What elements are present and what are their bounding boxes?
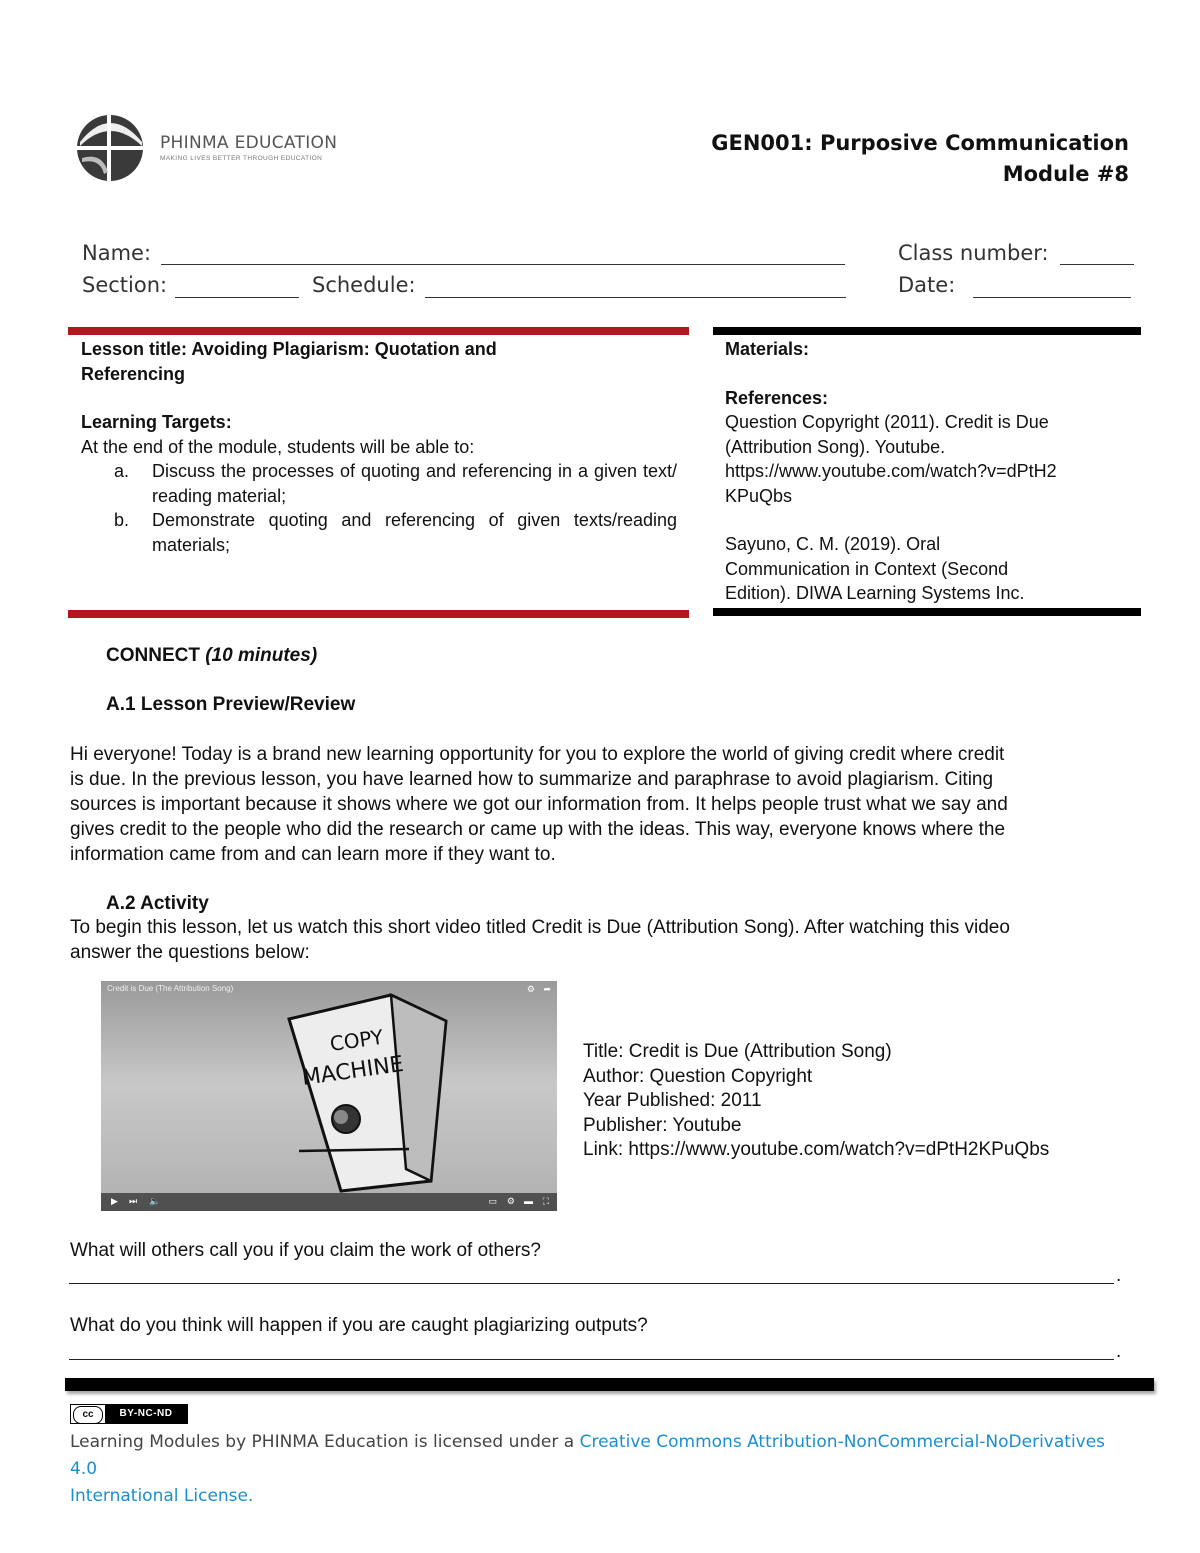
class-number-input-line[interactable]	[1060, 264, 1134, 265]
cc-terms-label: BY-NC-ND	[105, 1405, 187, 1423]
play-icon[interactable]: ▶	[111, 1196, 118, 1206]
a2-heading: A.2 Activity	[106, 893, 209, 914]
answer-1-line[interactable]	[69, 1283, 1114, 1284]
schedule-label: Schedule:	[312, 273, 416, 297]
video-year-text: Year Published: 2011	[583, 1090, 762, 1111]
video-controls-bar	[101, 1193, 557, 1211]
section-input-line[interactable]	[175, 297, 299, 298]
video-title-text: Title: Credit is Due (Attribution Song)	[583, 1041, 892, 1062]
lesson-title-line1: Lesson title: Avoiding Plagiarism: Quotation and	[81, 339, 497, 359]
reference-1: Question Copyright (2011). Credit is Due (Attribution Song). Youtube. https://www.youtube.com/watch?v=dPtH2 KPuQbs	[725, 412, 1057, 506]
video-overlay-title: Credit is Due (The Attribution Song)	[107, 984, 234, 993]
youtube-gear-icon[interactable]: ⚙	[506, 1196, 515, 1206]
schedule-input-line[interactable]	[425, 297, 846, 298]
class-number-label: Class number:	[898, 241, 1049, 265]
license-link[interactable]: Creative Commons Attribution-NonCommercial-NoDerivatives 4.0	[70, 1432, 1106, 1479]
cc-license-badge[interactable]	[70, 1404, 188, 1424]
list-item: a. Discuss the processes of quoting and referencing in a given text/ reading material;	[114, 461, 677, 506]
logo-name: PHINMA EDUCATION	[160, 133, 338, 153]
a1-heading: A.1 Lesson Preview/Review	[106, 694, 356, 715]
course-title: GEN001: Purposive Communication	[711, 131, 1129, 155]
name-input-line[interactable]	[161, 264, 845, 265]
answer-2-period: .	[1116, 1341, 1122, 1362]
date-label: Date:	[898, 273, 956, 297]
video-player[interactable]	[101, 981, 557, 1211]
next-icon[interactable]: ⏭	[129, 1196, 138, 1206]
logo-tagline: MAKING LIVES BETTER THROUGH EDUCATION	[160, 155, 323, 162]
video-link-text[interactable]: Link: https://www.youtube.com/watch?v=dPtH2KPuQbs	[583, 1139, 1050, 1160]
references-heading: References:	[725, 387, 829, 408]
learning-targets-intro: At the end of the module, students will be able to:	[81, 436, 475, 457]
video-author-text: Author: Question Copyright	[583, 1065, 813, 1087]
sign-copy: COPY	[328, 1024, 385, 1056]
list-item: b. Demonstrate quoting and referencing of given texts/reading materials;	[114, 510, 677, 555]
a2-paragraph: To begin this lesson, let us watch this short video titled Credit is Due (Attribution Song). After watching this video answer the questions below:	[70, 917, 1010, 963]
answer-2-line[interactable]	[69, 1359, 1114, 1360]
share-icon[interactable]: ➦	[543, 984, 551, 994]
theater-icon[interactable]: ▬	[524, 1196, 533, 1206]
date-input-line[interactable]	[973, 297, 1131, 298]
license-link-continued[interactable]: International License	[70, 1486, 248, 1506]
name-label: Name:	[82, 241, 152, 265]
cc-icon: cc	[73, 1406, 103, 1424]
video-info	[583, 1040, 1049, 1163]
materials-top-rule	[713, 327, 1141, 335]
video-publisher-text: Publisher: Youtube	[583, 1114, 742, 1136]
lesson-bottom-rule	[68, 610, 689, 618]
learning-targets-heading: Learning Targets:	[81, 412, 232, 432]
question-2: What do you think will happen if you are caught plagiarizing outputs?	[70, 1315, 648, 1336]
section-label: Section:	[82, 273, 168, 297]
footer-rule	[65, 1378, 1154, 1391]
materials-heading: Materials:	[725, 339, 810, 359]
connect-heading: CONNECT (10 minutes)	[106, 645, 318, 666]
question-1: What will others call you if you claim the work of others?	[70, 1240, 541, 1261]
module-number: Module #8	[1002, 162, 1129, 186]
copy-machine-illustration	[281, 991, 451, 1196]
materials-bottom-rule	[713, 608, 1141, 616]
sign-machine: MACHINE	[300, 1051, 406, 1091]
reference-2: Sayuno, C. M. (2019). Oral Communication in Context (Second Edition). DIWA Learning Systems Inc.	[725, 534, 1025, 603]
settings-icon[interactable]: ⚙	[526, 984, 535, 994]
volume-icon[interactable]: 🔈	[149, 1196, 161, 1206]
fullscreen-icon[interactable]: ⛶	[542, 1196, 549, 1206]
lesson-panel	[81, 337, 677, 557]
answer-1-period: .	[1116, 1265, 1122, 1286]
subtitles-icon[interactable]: ▭	[488, 1196, 497, 1206]
a1-paragraph: Hi everyone! Today is a brand new learning opportunity for you to explore the world of giving credit where credit is due. In the previous lesson, you have learned how to summarize and paraphrase to avoid plagiarism. Citing sources is important because it shows where we got our information from. It helps people trust what we say and gives credit to the people who did the research or came up with the ideas. This way, everyone knows where the information came from and can learn more if they want to.	[70, 744, 1008, 865]
materials-panel	[725, 337, 1135, 606]
learning-targets-list	[81, 459, 677, 557]
lesson-title-line2: Referencing	[81, 363, 186, 384]
lesson-top-rule	[68, 327, 689, 335]
license-statement: Learning Modules by PHINMA Education is licensed under a Creative Commons Attribution-NonCommercial-NoDerivatives 4.0 International License.	[70, 1432, 1106, 1506]
